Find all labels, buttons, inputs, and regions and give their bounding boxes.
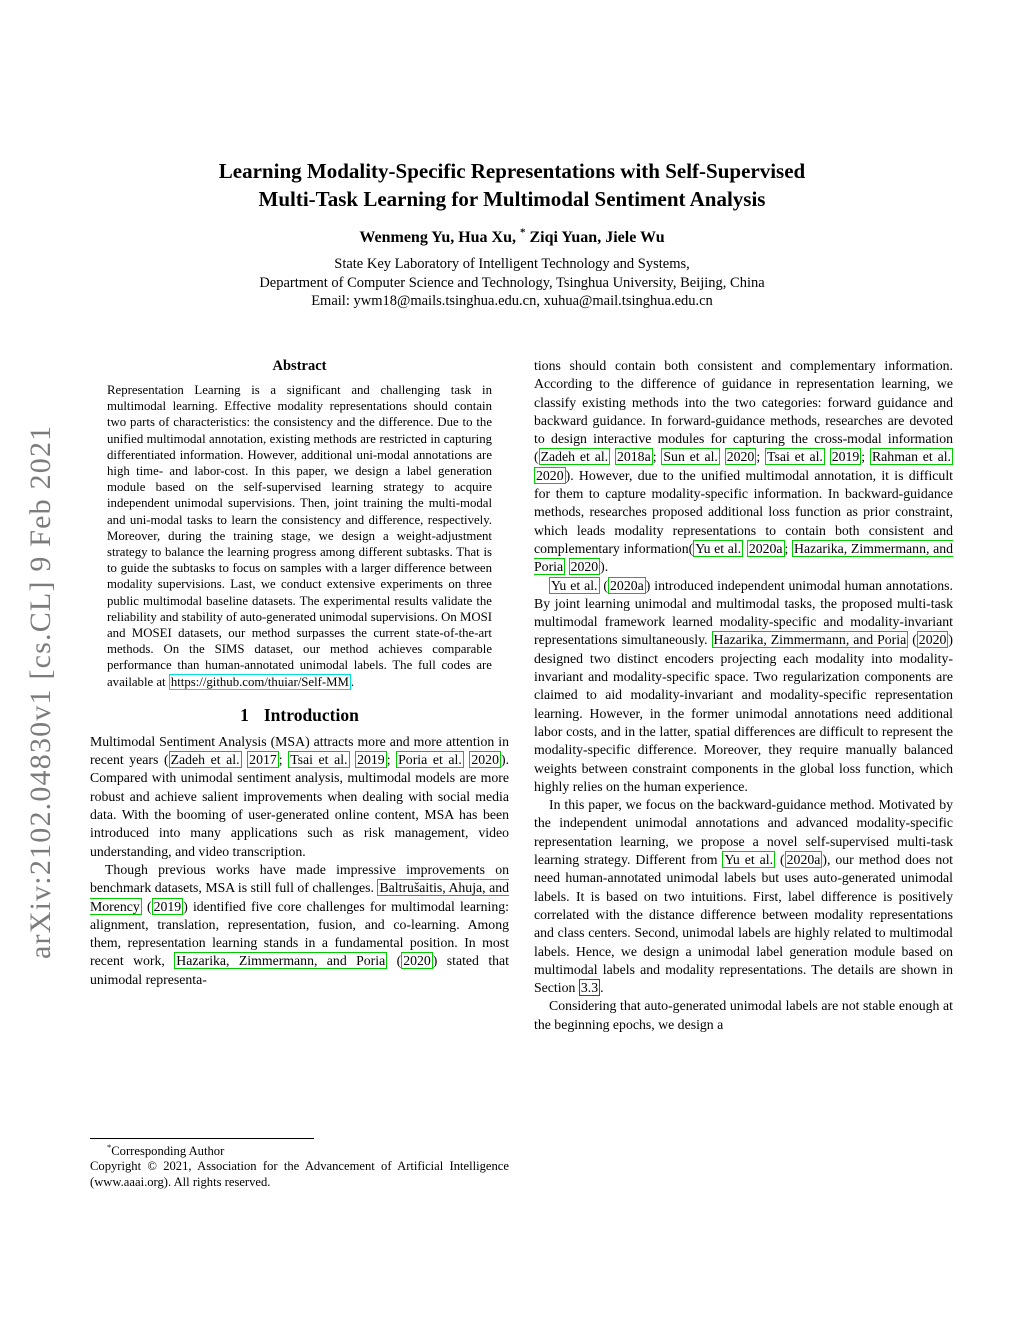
citation-link[interactable]: 2019 bbox=[357, 752, 385, 768]
section-number: 1 bbox=[240, 704, 249, 725]
text-run: ; bbox=[386, 752, 397, 768]
citation-link[interactable]: 2018a bbox=[616, 449, 651, 465]
intro-paragraph-2 bbox=[90, 861, 509, 989]
text-run: ) stated that unimodal representa- bbox=[90, 953, 510, 987]
text-run: Ziqi Yuan, Jiele Wu bbox=[525, 229, 665, 246]
text-run: ; bbox=[861, 449, 870, 465]
text-run: ( bbox=[387, 953, 402, 969]
text-run bbox=[720, 449, 725, 464]
citation-link[interactable]: Baltrušaitis, Ahuja, and Morency bbox=[90, 880, 509, 914]
body-paragraph-3 bbox=[534, 796, 953, 997]
abstract-heading: Abstract bbox=[272, 358, 327, 374]
citation-link[interactable]: 2019 bbox=[831, 449, 860, 465]
citation-link[interactable]: Hazarika, Zimmermann, and Poria bbox=[176, 953, 386, 969]
text-run: Multimodal Sentiment Analysis (MSA) attracts more and more attention in recent years ( bbox=[90, 733, 509, 768]
body-paragraph-4 bbox=[534, 997, 953, 1034]
text-run bbox=[825, 449, 830, 464]
citation-link[interactable]: 2017 bbox=[249, 752, 277, 768]
citation-link[interactable]: Sun et al. bbox=[663, 449, 718, 465]
text-run: tions should contain both consistent and complementary information. According to the difference of guidance in representation learning, we classify existing methods into the two categories: forward guidance and backward guidance. In forward-guidance methods, researches are devoted to design interactive modules for capturing the cross-modal information ( bbox=[534, 358, 953, 465]
text-run: ( bbox=[775, 852, 785, 868]
text-run: ). Compared with unimodal sentiment analysis, multimodal models are more robust and achieve salient improvements when dealing with social media data. With the booming of user-generated online content, MSA has been introduced into many applications such as risk management, video understanding, and video transcription. bbox=[90, 752, 510, 859]
text-run: ; bbox=[652, 449, 662, 465]
citation-link[interactable]: Hazarika, Zimmermann, and Poria bbox=[713, 632, 907, 648]
text-run: Corresponding Author bbox=[111, 1143, 225, 1158]
right-column bbox=[534, 357, 953, 1034]
affiliation-block bbox=[0, 255, 1024, 311]
text-run: . bbox=[600, 980, 604, 996]
citation-link[interactable]: Poria et al. bbox=[398, 752, 462, 768]
text-run: Representation Learning is a significant and challenging task in multimodal learning. Effective modality representations should contain two parts of characteristics: the consistency and the difference. Due to the unified multimodal annotation, existing methods are restricted in capturing differentiated information. However, additional uni-modal annotations are high time- and labor-cost. In this paper, we design a label generation module based on the self-supervised learning strategy to acquire independent unimodal supervisions. Then, joint training the multi-modal and uni-modal tasks to learn the consistency and difference, respectively. Moreover, during the training stage, we design a weight-adjustment strategy to balance the learning progress among different subtasks. That is to guide the subtasks to focus on samples with a larger difference between modality supervisions. Last, we conduct extensive experiments on three public multimodal baseline datasets. The experimental results validate the reliability and stability of auto-generated unimodal supervisions. On MOSI and MOSEI datasets, our method surpasses the current state-of-the-art methods. On the SIMS dataset, our method achieves comparable performance than human-annotated unimodal labels. The full codes are available at bbox=[107, 383, 492, 689]
email-line: Email: ywm18@mails.tsinghua.edu.cn, xuhua@mail.tsinghua.edu.cn bbox=[311, 293, 713, 310]
affiliation-line-2: Department of Computer Science and Technology, Tsinghua University, Beijing, China bbox=[259, 274, 765, 291]
introduction-heading bbox=[90, 704, 509, 726]
body-paragraph-2 bbox=[534, 577, 953, 797]
text-run: ) identified five core challenges for multimodal learning: alignment, translation, representation, fusion, and co-learning. Among them, representation learning stands in a fundamental position. In most recent work, bbox=[90, 898, 510, 969]
text-run: ; bbox=[784, 540, 793, 556]
intro-paragraph-1 bbox=[90, 733, 509, 861]
citation-link[interactable]: Tsai et al. bbox=[767, 449, 823, 465]
citation-link[interactable]: Rahman et al. bbox=[871, 449, 952, 465]
text-run: Though previous works have made impressive improvements on benchmark datasets, MSA is still full of challenges. bbox=[90, 861, 509, 896]
text-run: ). However, due to the unified multimodal annotation, it is difficult for them to capture modality-specific information. In backward-guidance methods, researches proposed additional loss function as prior constraint, which leads modality representations to contain both consistent and complementary information( bbox=[534, 467, 953, 556]
affiliation-line-1: State Key Laboratory of Intelligent Technology and Systems, bbox=[334, 256, 690, 272]
citation-link[interactable]: Yu et al. bbox=[551, 577, 598, 593]
section-ref-link[interactable]: 3.3 bbox=[580, 980, 599, 996]
citation-link[interactable]: 2020a bbox=[786, 852, 821, 868]
footnote bbox=[90, 1138, 509, 1191]
superscript-marker: * bbox=[107, 1141, 112, 1152]
citation-link[interactable]: 2020 bbox=[570, 559, 599, 575]
paper-header bbox=[0, 157, 1024, 311]
citation-link[interactable]: 2020 bbox=[726, 449, 755, 465]
text-run: ( bbox=[908, 632, 917, 648]
citation-link[interactable]: 2020 bbox=[536, 467, 564, 483]
text-run: ; bbox=[756, 449, 766, 465]
text-run: Wenmeng Yu, Hua Xu, bbox=[359, 229, 521, 246]
citation-link[interactable]: 2020 bbox=[918, 632, 947, 648]
citation-link[interactable]: Yu et al. bbox=[724, 852, 774, 868]
citation-link[interactable]: 2020a bbox=[610, 577, 644, 593]
superscript-marker: * bbox=[520, 226, 526, 239]
body-paragraph-1 bbox=[534, 357, 953, 577]
text-run: ). bbox=[600, 559, 609, 575]
text-run: ; bbox=[278, 752, 289, 768]
url-link[interactable]: https://github.com/thuiar/Self-MM bbox=[170, 674, 349, 689]
text-run: ) introduced independent unimodal human annotations. By joint learning unimodal and multimodal tasks, the proposed multi-task multimodal framework learned modality-specific and modality-invariant representations simultaneously. bbox=[534, 577, 953, 648]
authors-line bbox=[0, 228, 1024, 248]
citation-link[interactable]: 2019 bbox=[153, 898, 182, 914]
arxiv-watermark: arXiv:2102.04830v1 [cs.CL] 9 Feb 2021 bbox=[24, 424, 57, 959]
text-run: In this paper, we focus on the backward-guidance method. Motivated by the independent unimodal annotations and advanced modality-specific representation learning, we propose a novel self-supervised multi-task learning strategy. Different from bbox=[534, 797, 953, 868]
citation-link[interactable]: Hazarika, Zimmermann, and Poria bbox=[534, 540, 953, 575]
citation-link[interactable]: Tsai et al. bbox=[290, 752, 348, 768]
citation-link[interactable]: 2020a bbox=[748, 540, 783, 556]
corresponding-author-note bbox=[90, 1141, 509, 1160]
citation-link[interactable]: 2020 bbox=[403, 953, 431, 969]
title-line-1: Learning Modality-Specific Representations with Self-Supervised bbox=[218, 159, 806, 183]
copyright-notice: Copyright © 2021, Association for the Advancement of Artificial Intelligence (www.aaai.org). All rights reserved. bbox=[90, 1159, 509, 1190]
title-line-2: Multi-Task Learning for Multimodal Sentiment Analysis bbox=[258, 187, 766, 211]
text-run: Considering that auto-generated unimodal labels are not stable enough at the beginning epochs, we design a bbox=[534, 998, 953, 1032]
footnote-rule bbox=[90, 1138, 314, 1139]
text-run: ( bbox=[141, 898, 152, 914]
text-run: ) designed two distinct encoders projecting each modality into modality-invariant and modality-specific space. Two regularization components are claimed to aid modality-invariant and modality-specific representation learning. However, in the former unimodal annotations need additional labor costs, and in the latter, spatial differences are difficult to represent the modality-specific difference. Moreover, they require manually balanced weights between constraint components in the global loss function, which highly relies on the human experience. bbox=[534, 632, 953, 794]
text-run: . bbox=[350, 674, 355, 689]
citation-link[interactable]: 2020 bbox=[471, 752, 499, 768]
section-title: Introduction bbox=[263, 704, 359, 725]
left-column bbox=[90, 357, 509, 1191]
citation-link[interactable]: Zadeh et al. bbox=[540, 449, 609, 465]
paper-title bbox=[0, 157, 1024, 213]
text-run: ( bbox=[599, 577, 609, 593]
citation-link[interactable]: Yu et al. bbox=[695, 540, 742, 556]
text-run: ), our method does not need human-annotated unimodal labels but uses auto-generated unimodal labels. It is based on two intuitions. First, label difference is positively correlated with the distance difference between modality representations and class centers. Second, unimodal labels are highly related to multimodal labels. Hence, we design a unimodal label generation module based on multimodal labels and modality representations. The details are shown in Section bbox=[534, 852, 953, 996]
citation-link[interactable]: Zadeh et al. bbox=[170, 752, 240, 768]
abstract-text bbox=[90, 382, 509, 690]
